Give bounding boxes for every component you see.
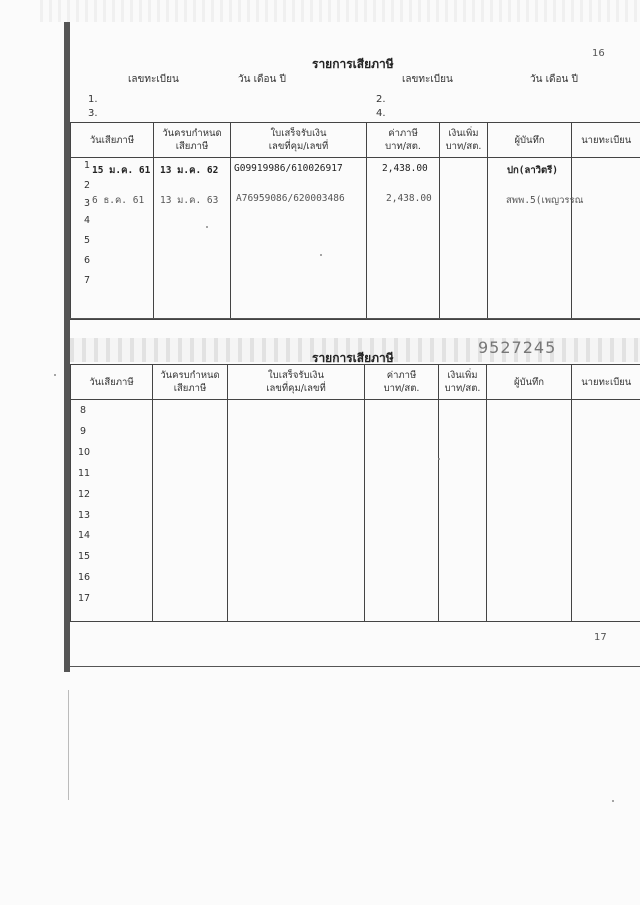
row-number: 17 [78, 593, 91, 604]
col-receipt: ใบเสร็จรับเงิน เลขที่คุม/เลขที่ [228, 365, 365, 400]
section2-title: รายการเสียภาษี [312, 351, 394, 365]
section1-header-left-label: เลขทะเบียน [128, 74, 179, 85]
binding-edge-faint [68, 690, 69, 800]
col-due-date: วันครบกำหนด เสียภาษี [154, 123, 231, 158]
col-surcharge: เงินเพิ่ม บาท/สต. [439, 365, 487, 400]
col-paid-date: วันเสียภาษี [71, 365, 153, 400]
row-number: 16 [78, 572, 91, 583]
scan-speck [612, 800, 614, 802]
row-number: 1 [84, 160, 91, 171]
page-number-top: 16 [592, 48, 605, 59]
entry2-receipt: A76959086/620003486 [236, 193, 345, 204]
entry1-recorder: ปก(ลาวิตรี) [507, 165, 558, 176]
row-number: 7 [84, 275, 91, 286]
row-number: 10 [78, 447, 91, 458]
entry1-tax: 2,438.00 [382, 163, 428, 174]
entry2-tax: 2,438.00 [386, 193, 432, 204]
col-tax: ค่าภาษี บาท/สต. [367, 123, 440, 158]
scan-speck [54, 374, 56, 376]
col-surcharge: เงินเพิ่ม บาท/สต. [440, 123, 488, 158]
serial-number: 9527245 [478, 338, 557, 357]
row-number: 2 [84, 180, 91, 191]
row-number: 12 [78, 489, 91, 500]
entry2-recorder: สพพ.5(เพญวรรณ [506, 195, 584, 206]
row-number: 13 [78, 510, 91, 521]
reg-line-1: 1. [88, 94, 98, 105]
col-receipt: ใบเสร็จรับเงิน เลขที่คุม/เลขที่ [231, 123, 367, 158]
section1-title: รายการเสียภาษี [312, 57, 394, 71]
section-divider [70, 318, 640, 319]
section1-header-right-date: วัน เดือน ปี [530, 74, 578, 85]
scan-speck [206, 226, 208, 228]
entry2-due-date: 13 ม.ค. 63 [160, 195, 219, 206]
scan-speck [320, 254, 322, 256]
entry1-receipt: G09919986/610026917 [234, 163, 343, 174]
page-number-bottom: 17 [594, 632, 607, 643]
row-number: 9 [80, 426, 87, 437]
reg-line-3: 3. [88, 108, 98, 119]
scan-speck [438, 458, 440, 460]
tax-table-2 [70, 364, 640, 622]
tax-table-1 [70, 122, 640, 320]
bottom-rule [70, 666, 640, 667]
col-registrar: นายทะเบียน [572, 123, 640, 158]
row-number: 3 [84, 198, 91, 209]
entry2-paid-date: 6 ธ.ค. 61 [92, 195, 145, 206]
col-tax: ค่าภาษี บาท/สต. [365, 365, 439, 400]
row-number: 6 [84, 255, 91, 266]
row-number: 11 [78, 468, 91, 479]
col-registrar: นายทะเบียน [572, 365, 640, 400]
scan-noise-top [40, 0, 640, 22]
col-due-date: วันครบกำหนด เสียภาษี [153, 365, 228, 400]
row-number: 8 [80, 405, 87, 416]
col-paid-date: วันเสียภาษี [71, 123, 154, 158]
reg-line-4: 4. [376, 108, 386, 119]
col-recorder: ผู้บันทึก [488, 123, 572, 158]
row-number: 5 [84, 235, 91, 246]
section1-header-right-label: เลขทะเบียน [402, 74, 453, 85]
section1-header-left-date: วัน เดือน ปี [238, 74, 286, 85]
entry1-due-date: 13 ม.ค. 62 [160, 165, 219, 176]
entry1-paid-date: 15 ม.ค. 61 [92, 165, 151, 176]
row-number: 4 [84, 215, 91, 226]
row-number: 15 [78, 551, 91, 562]
row-number: 14 [78, 530, 91, 541]
col-recorder: ผู้บันทึก [487, 365, 572, 400]
reg-line-2: 2. [376, 94, 386, 105]
